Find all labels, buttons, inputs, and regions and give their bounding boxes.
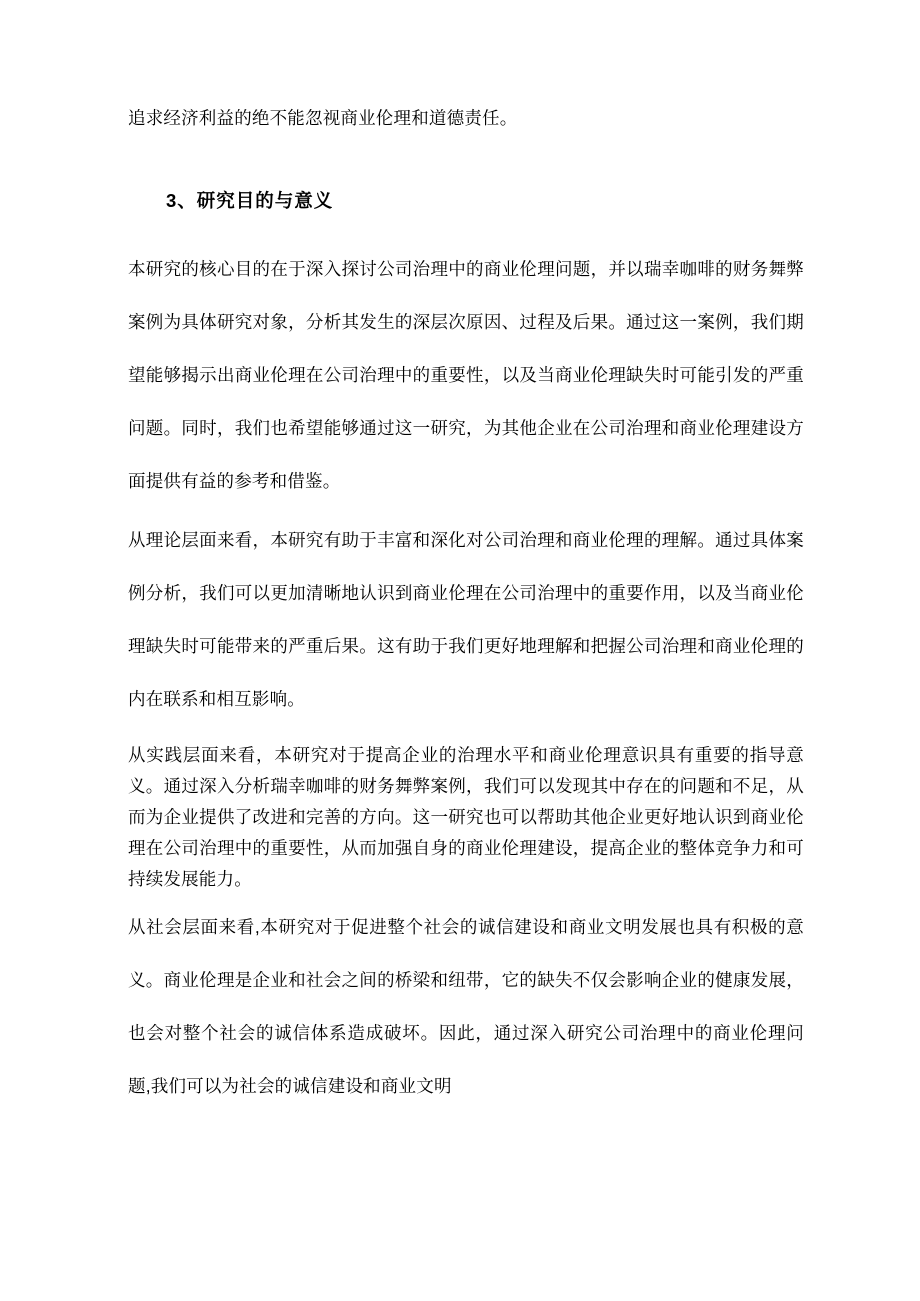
document-body: [128, 92, 804, 1113]
section-heading: 3、研究目的与意义: [166, 190, 334, 211]
paragraph-social-significance: 从社会层面来看,本研究对于促进整个社会的诚信建设和商业文明发展也具有积极的意义。商业伦理是企业和社会之间的桥梁和纽带，它的缺失不仅会影响企业的健康发展，也会对整个社会的诚信体系造成破坏。因此，通过深入研究公司治理中的商业伦理问题,我们可以为社会的诚信建设和商业文明: [128, 917, 804, 1096]
paragraph-continuation: 追求经济利益的绝不能忽视商业伦理和道德责任。: [128, 108, 518, 128]
paragraph-research-purpose: 本研究的核心目的在于深入探讨公司治理中的商业伦理问题，并以瑞幸咖啡的财务舞弊案例为具体研究对象，分析其发生的深层次原因、过程及后果。通过这一案例，我们期望能够揭示出商业伦理在公司治理中的重要性，以及当商业伦理缺失时可能引发的严重问题。同时，我们也希望能够通过这一研究，为其他企业在公司治理和商业伦理建设方面提供有益的参考和借鉴。: [128, 259, 804, 491]
spacer: [128, 726, 804, 740]
spacer: [128, 145, 804, 181]
paragraph-practical-significance: 从实践层面来看，本研究对于提高企业的治理水平和商业伦理意识具有重要的指导意义。通过深入分析瑞幸咖啡的财务舞弊案例，我们可以发现其中存在的问题和不足，从而为企业提供了改进和完善的方向。这一研究也可以帮助其他企业更好地认识到商业伦理在公司治理中的重要性，从而加强自身的商业伦理建设，提高企业的整体竞争力和可持续发展能力。: [128, 745, 804, 889]
paragraph-theoretical-significance: 从理论层面来看，本研究有助于丰富和深化对公司治理和商业伦理的理解。通过具体案例分析，我们可以更加清晰地认识到商业伦理在公司治理中的重要作用，以及当商业伦理缺失时可能带来的严重后果。这有助于我们更好地理解和把握公司治理和商业伦理的内在联系和相互影响。: [128, 530, 804, 709]
spacer: [128, 221, 804, 243]
